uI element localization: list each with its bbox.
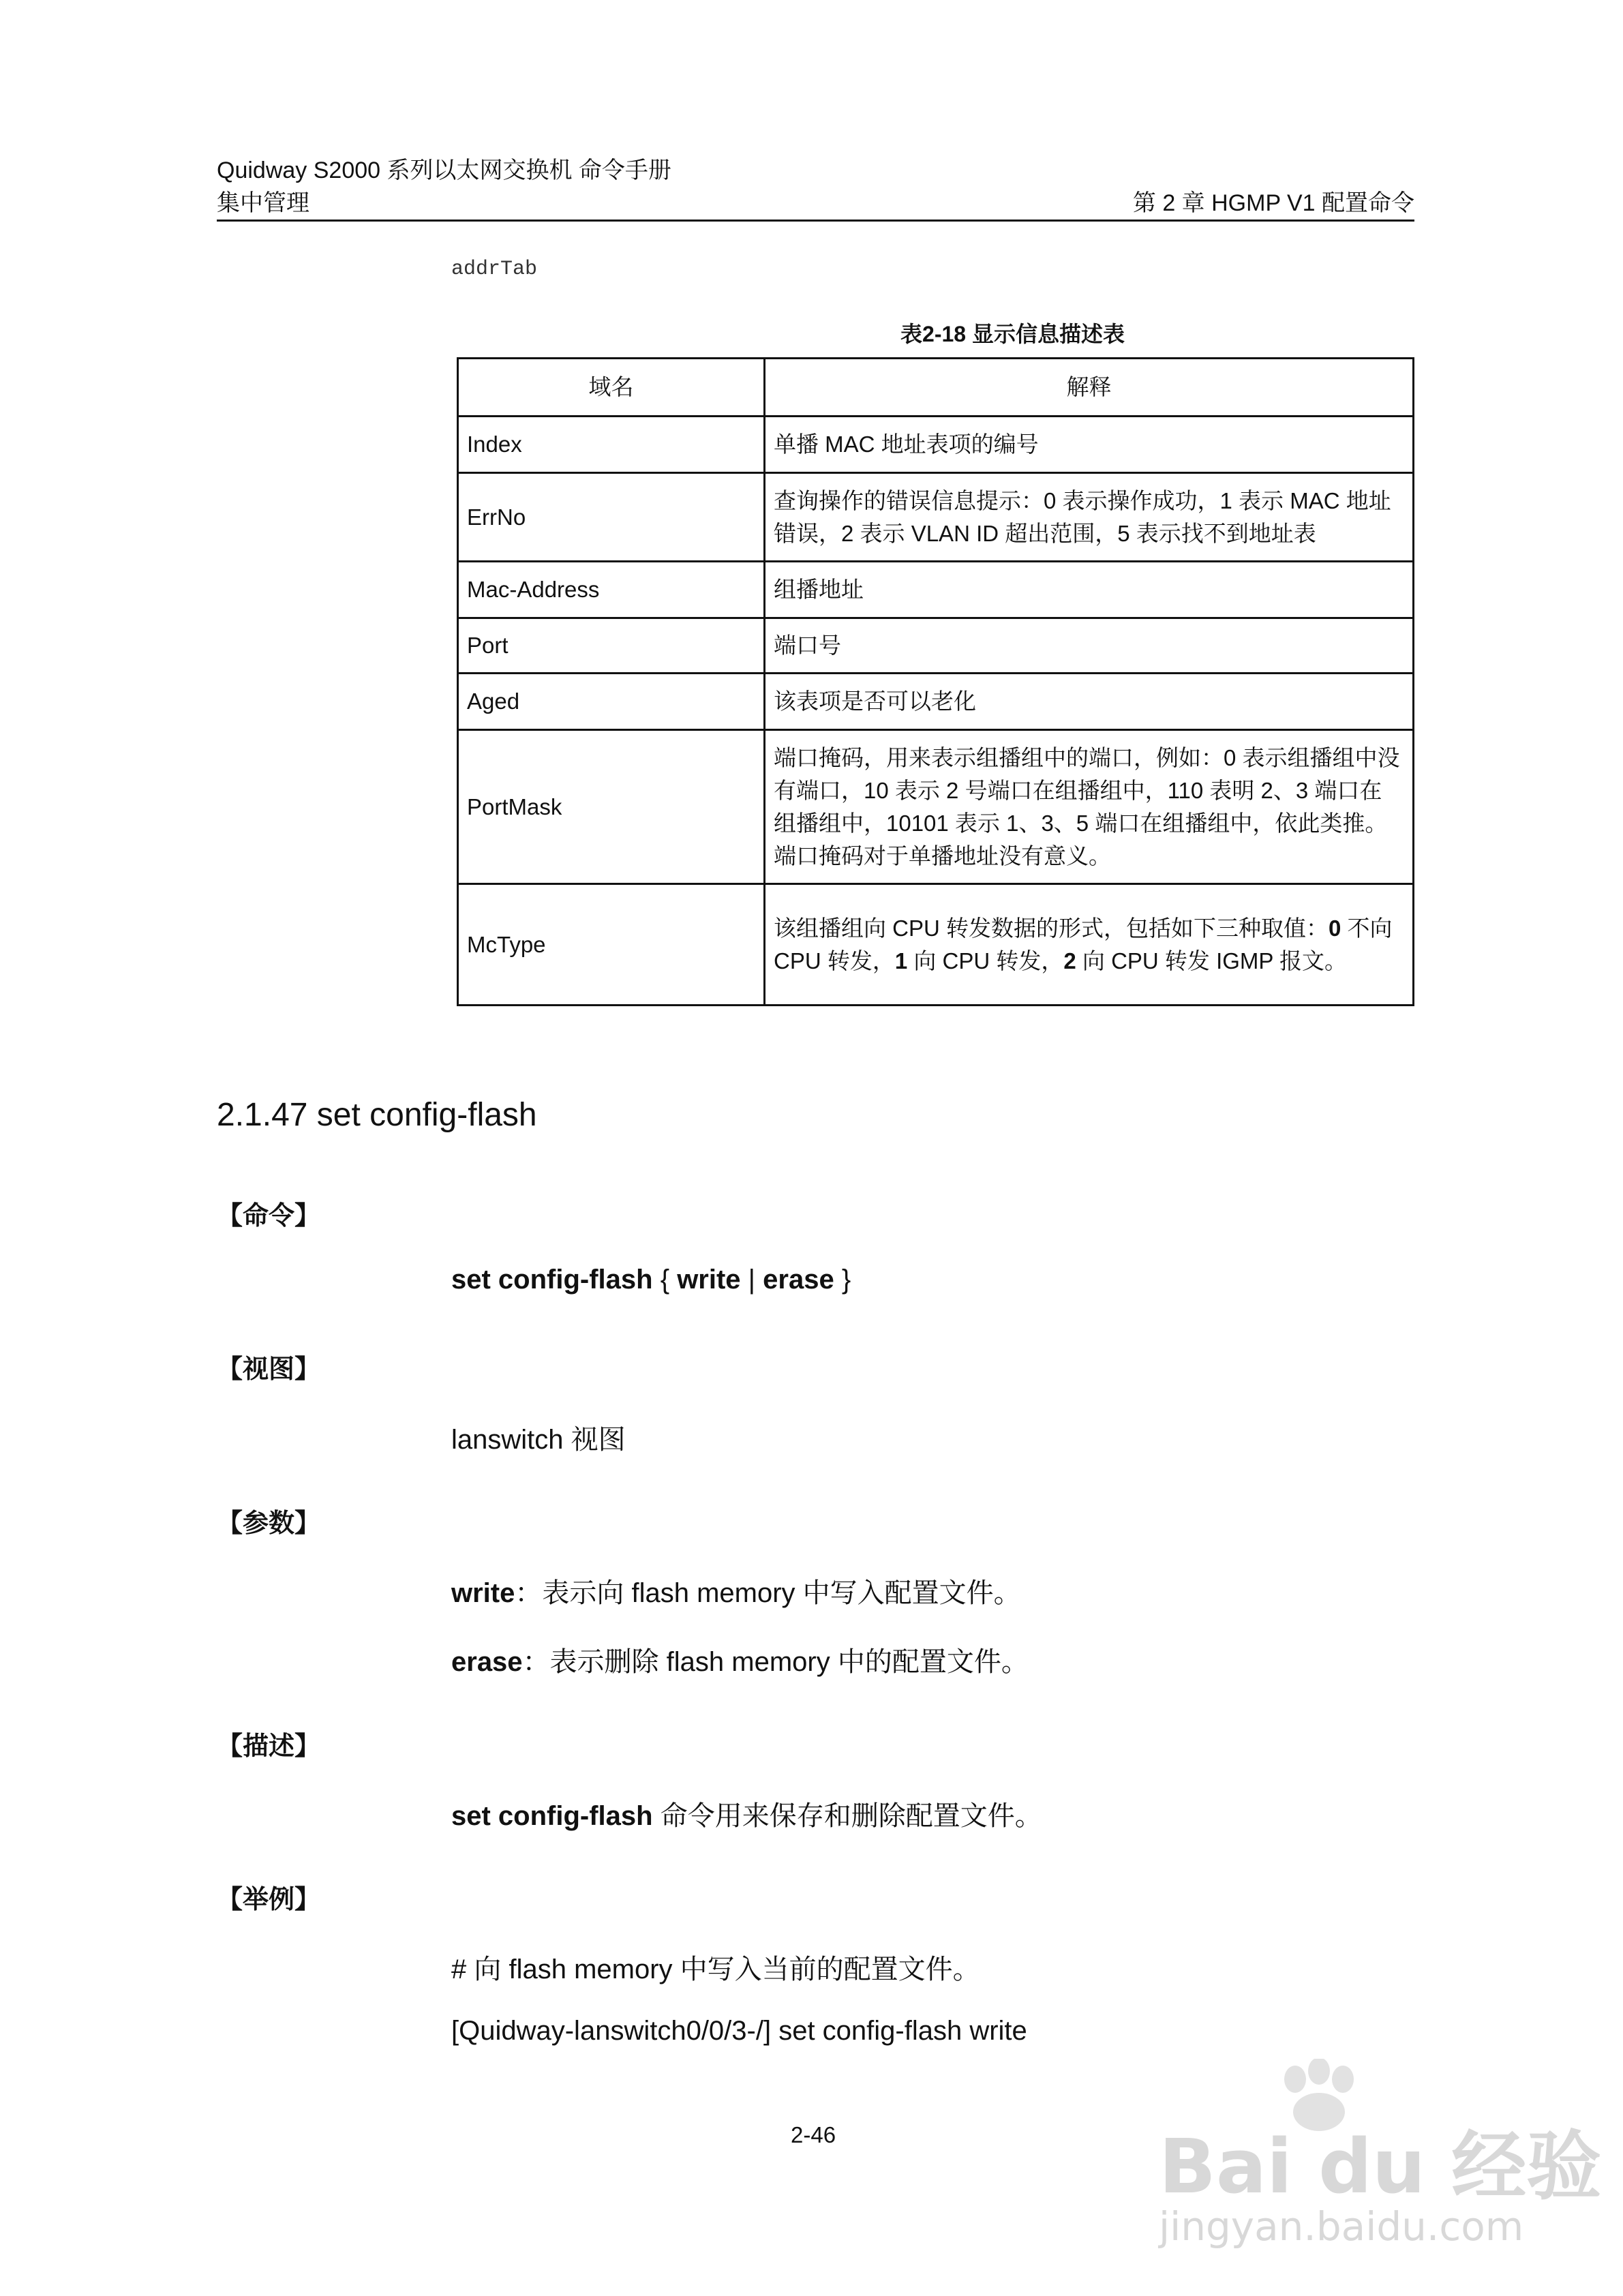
description-text — [451, 1794, 1042, 1833]
mctype-desc-part: 该组播组向 CPU 转发数据的形式，包括如下三种取值： — [774, 915, 1329, 941]
cell-description — [765, 884, 1414, 1006]
syntax-pipe: | — [740, 1265, 763, 1295]
param-erase — [451, 1640, 1029, 1679]
header-rule — [217, 220, 1414, 222]
param-write-name: write — [451, 1578, 515, 1608]
mctype-desc-part: 向 CPU 转发， — [907, 948, 1064, 973]
param-erase-name: erase — [451, 1647, 523, 1677]
table-row — [458, 884, 1414, 1006]
cell-description: 该表项是否可以老化 — [765, 674, 1414, 730]
mctype-value-2: 2 — [1063, 948, 1076, 973]
command-keyword: set config-flash — [451, 1265, 653, 1295]
description-body: 命令用来保存和删除配置文件。 — [652, 1801, 1042, 1831]
view-text: lanswitch 视图 — [451, 1425, 626, 1455]
example-command: [Quidway-lanswitch0/0/3-/] set config-flash write — [451, 2016, 1027, 2046]
watermark-url: jingyan.baidu.com — [1159, 2203, 1524, 2250]
page-number: 2-46 — [791, 2122, 836, 2147]
mctype-desc-part: 不向 CPU 转发， — [774, 915, 1393, 973]
cell-description: 查询操作的错误信息提示：0 表示操作成功，1 表示 MAC 地址错误，2 表示 VLAN ID 超出范围，5 表示找不到地址表 — [765, 473, 1414, 562]
header-doc-title: Quidway S2000 系列以太网交换机 命令手册 — [217, 157, 671, 183]
mctype-desc-part: 向 CPU 转发 IGMP 报文。 — [1076, 948, 1348, 973]
command-heading: 【命令】 — [217, 1202, 321, 1230]
cell-description: 端口号 — [765, 618, 1414, 674]
header-chapter-group: 集中管理 — [217, 190, 309, 216]
code-addrtab: addrTab — [451, 258, 538, 281]
table-caption: 表2-18 显示信息描述表 — [900, 322, 1125, 346]
example-comment: # 向 flash memory 中写入当前的配置文件。 — [451, 1954, 980, 1984]
description-heading: 【描述】 — [217, 1732, 321, 1761]
option-write: write — [677, 1265, 741, 1295]
cell-description: 单播 MAC 地址表项的编号 — [765, 417, 1414, 473]
cell-field: PortMask — [458, 730, 765, 884]
table-row — [458, 730, 1414, 884]
table-header-row — [458, 359, 1414, 417]
description-table — [457, 357, 1414, 1006]
param-write-desc: ：表示向 flash memory 中写入配置文件。 — [515, 1578, 1021, 1608]
mctype-value-1: 1 — [894, 948, 908, 973]
table-row — [458, 473, 1414, 562]
syntax-brace-close: } — [834, 1265, 851, 1295]
column-header-description: 解释 — [765, 359, 1414, 417]
header-chapter-title: 第 2 章 HGMP V1 配置命令 — [1132, 190, 1414, 216]
option-erase: erase — [763, 1265, 834, 1295]
watermark-logo: Bai du 经验 — [1159, 2123, 1602, 2210]
syntax-brace-open: { — [652, 1265, 678, 1295]
mctype-value-0: 0 — [1329, 915, 1341, 941]
section-title: 2.1.47 set config-flash — [217, 1097, 537, 1133]
cell-field: Index — [458, 417, 765, 473]
command-syntax — [451, 1265, 851, 1295]
cell-field: Aged — [458, 674, 765, 730]
cell-description: 组播地址 — [765, 562, 1414, 618]
table-row — [458, 417, 1414, 473]
view-heading: 【视图】 — [217, 1355, 321, 1384]
cell-field: ErrNo — [458, 473, 765, 562]
description-command: set config-flash — [451, 1801, 653, 1831]
cell-field: Mac-Address — [458, 562, 765, 618]
column-header-field: 域名 — [458, 359, 765, 417]
table-row — [458, 618, 1414, 674]
param-write — [451, 1571, 1021, 1610]
cell-field: Port — [458, 618, 765, 674]
cell-description: 端口掩码，用来表示组播组中的端口，例如：0 表示组播组中没有端口，10 表示 2 号端口在组播组中，110 表明 2、3 端口在组播组中，10101 表示 1、3、5 端口在组播组中，依此类推。端口掩码对于单播地址没有意义。 — [765, 730, 1414, 884]
cell-field: McType — [458, 884, 765, 1006]
param-erase-desc: ：表示删除 flash memory 中的配置文件。 — [522, 1647, 1029, 1677]
parameters-heading: 【参数】 — [217, 1509, 321, 1538]
table-row — [458, 562, 1414, 618]
table-row — [458, 674, 1414, 730]
example-heading: 【举例】 — [217, 1886, 321, 1914]
